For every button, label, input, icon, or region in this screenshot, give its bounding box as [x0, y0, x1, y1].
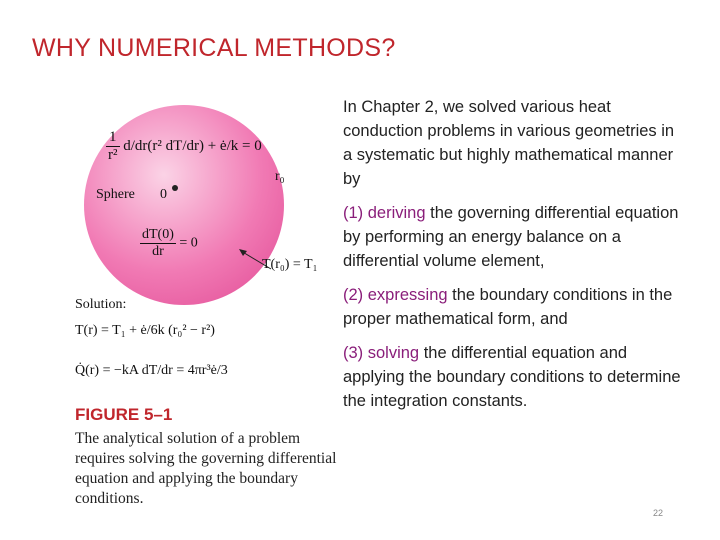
solution-temperature: T(r) = T₁ + ė/6k (r₀² − r²)	[75, 323, 215, 338]
bc-den: dr	[152, 244, 164, 259]
intro-paragraph: In Chapter 2, we solved various heat conduction problems in various geometries in a systematic but highly mathematical manner by	[343, 98, 675, 188]
body-text	[343, 95, 683, 423]
bc-num: dT(0)	[142, 227, 174, 242]
eq-den: r²	[108, 147, 118, 163]
step-3	[343, 341, 683, 413]
bc-surface: T(r₀) = T₁	[262, 257, 318, 272]
bc-eq: = 0	[179, 235, 198, 251]
step-1-verb: deriving	[367, 204, 426, 222]
radius-label: r₀	[275, 169, 285, 184]
step-1	[343, 201, 683, 273]
sphere-label: Sphere	[96, 187, 135, 202]
step-2-number: (2)	[343, 286, 368, 304]
eq-body: d/dr(r² dT/dr) + ė/k = 0	[123, 137, 262, 154]
step-3-verb: solving	[367, 344, 420, 362]
figure-label: FIGURE 5–1	[75, 405, 173, 424]
figure-caption: The analytical solution of a problem requires solving the governing differential equation and applying the boundary conditions.	[75, 430, 337, 507]
governing-equation	[106, 129, 262, 164]
eq-num: 1	[106, 129, 120, 147]
step-1-number: (1)	[343, 204, 368, 222]
slide-title: WHY NUMERICAL METHODS?	[32, 34, 396, 62]
step-1-text: the governing differential equation by performing an energy balance on a differential volume element,	[343, 204, 679, 270]
step-3-number: (3)	[343, 344, 368, 362]
step-2	[343, 283, 683, 331]
step-2-verb: expressing	[367, 286, 448, 304]
page-number: 22	[653, 508, 664, 518]
solution-label: Solution:	[75, 297, 127, 312]
figure-5-1	[70, 95, 335, 515]
step-3-text: the differential equation and applying the boundary conditions to determine the integration constants.	[343, 344, 681, 410]
solution-heat-rate: Q̇(r) = −kA dT/dr = 4πr³ė/3	[75, 363, 228, 378]
center-dot	[172, 185, 178, 191]
step-2-text: the boundary conditions in the proper mathematical form, and	[343, 286, 673, 328]
bc-center	[140, 227, 198, 260]
origin-label: 0	[160, 187, 167, 202]
